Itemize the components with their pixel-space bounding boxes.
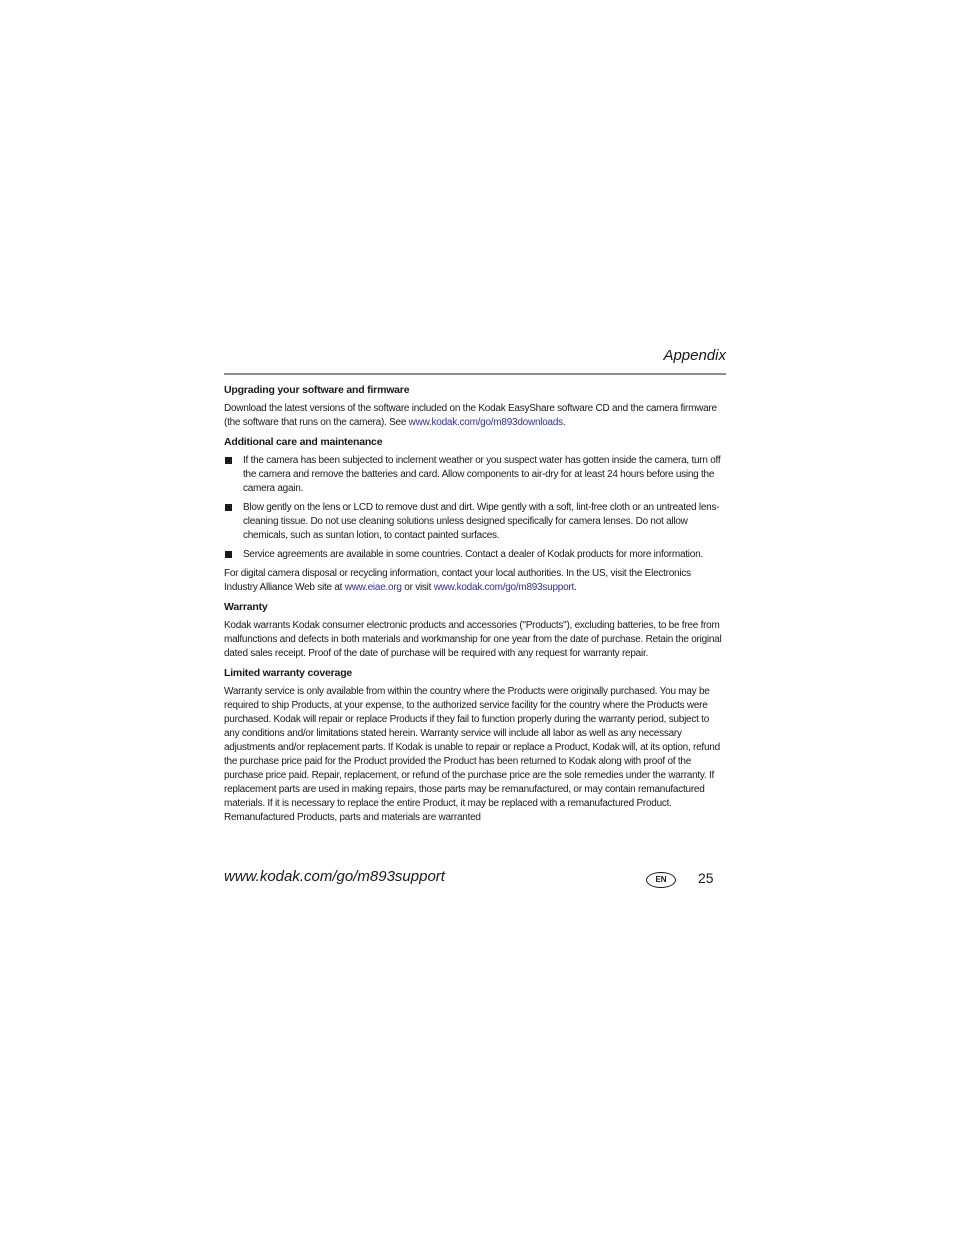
list-item-text: Blow gently on the lens or LCD to remove dust and dirt. Wipe gently with a soft, lint-free cloth or an untreated lens-cleaning tissue. Do not use cleaning solutions unless designed specifically for camera lenses. Do not allow chemicals, such as suntan lotion, to contact painted surfaces. [243, 502, 720, 541]
list-item [224, 454, 726, 496]
paragraph-coverage: Warranty service is only available from within the country where the Products were originally purchased. You may be required to ship Products, at your expense, to the authorized service facility for the country where the Products were purchased. Kodak will repair or replace Products if they fail to function properly during the warranty period, subject to any conditions and/or limitations stated herein. Warranty service will include all labor as well as any necessary adjustments and/or replacement parts. If Kodak is unable to repair or replace a Product, Kodak will, at its option, refund the purchase price paid for the Product provided the Product has been returned to Kodak along with proof of the purchase price paid. Repair, replacement, or refund of the purchase price are the sole remedies under the warranty. If replacement parts are used in making repairs, those parts may be remanufactured, or may contain remanufactured materials. If it is necessary to replace the entire Product, it may be replaced with a remanufactured Product. Remanufactured Products, parts and materials are warranted [224, 686, 720, 823]
care-list [224, 454, 726, 562]
list-item-text: Service agreements are available in some countries. Contact a dealer of Kodak products for more information. [243, 549, 703, 560]
paragraph-disposal-text: For digital camera disposal or recycling information, contact your local authorities. In the US, visit the Electronics Industry Alliance Web site at [224, 568, 691, 593]
support-link[interactable]: www.kodak.com/go/m893support [433, 582, 574, 593]
page-content [224, 383, 726, 830]
paragraph-upgrading-text: Download the latest versions of the software included on the Kodak EasyShare software CD and the camera firmware (the software that runs on the camera). See [224, 403, 717, 428]
paragraph-disposal-end: . [574, 582, 577, 593]
bullet-square-icon [225, 457, 232, 464]
list-item [224, 548, 726, 562]
list-item [224, 501, 726, 543]
list-item-text: If the camera has been subjected to inclement weather or you suspect water has gotten inside the camera, turn off the camera and remove the batteries and card. Allow components to air-dry for at least 24 hours before using the camera again. [243, 455, 721, 494]
heading-upgrading: Upgrading your software and firmware [224, 384, 410, 396]
language-badge: EN [646, 872, 676, 888]
page-number: 25 [698, 870, 714, 886]
bullet-square-icon [225, 551, 232, 558]
section-header: Appendix [663, 347, 726, 364]
paragraph-warranty: Kodak warrants Kodak consumer electronic products and accessories ("Products"), excluding batteries, to be free from malfunctions and defects in both materials and workmanship for one year from the date of purchase. Retain the original dated sales receipt. Proof of the date of purchase will be required with any request for warranty repair. [224, 620, 722, 659]
heading-warranty: Warranty [224, 601, 268, 613]
heading-coverage: Limited warranty coverage [224, 667, 353, 679]
paragraph-disposal [224, 567, 726, 595]
heading-care: Additional care and maintenance [224, 436, 383, 448]
downloads-link[interactable]: www.kodak.com/go/m893downloads [408, 417, 563, 428]
paragraph-upgrading [224, 402, 726, 430]
paragraph-upgrading-end: . [562, 417, 566, 428]
footer-url[interactable]: www.kodak.com/go/m893support [224, 868, 445, 885]
eiae-link[interactable]: www.eiae.org [344, 582, 402, 593]
bullet-square-icon [225, 504, 232, 511]
paragraph-disposal-mid: or visit [401, 582, 434, 593]
header-rule [224, 373, 726, 375]
